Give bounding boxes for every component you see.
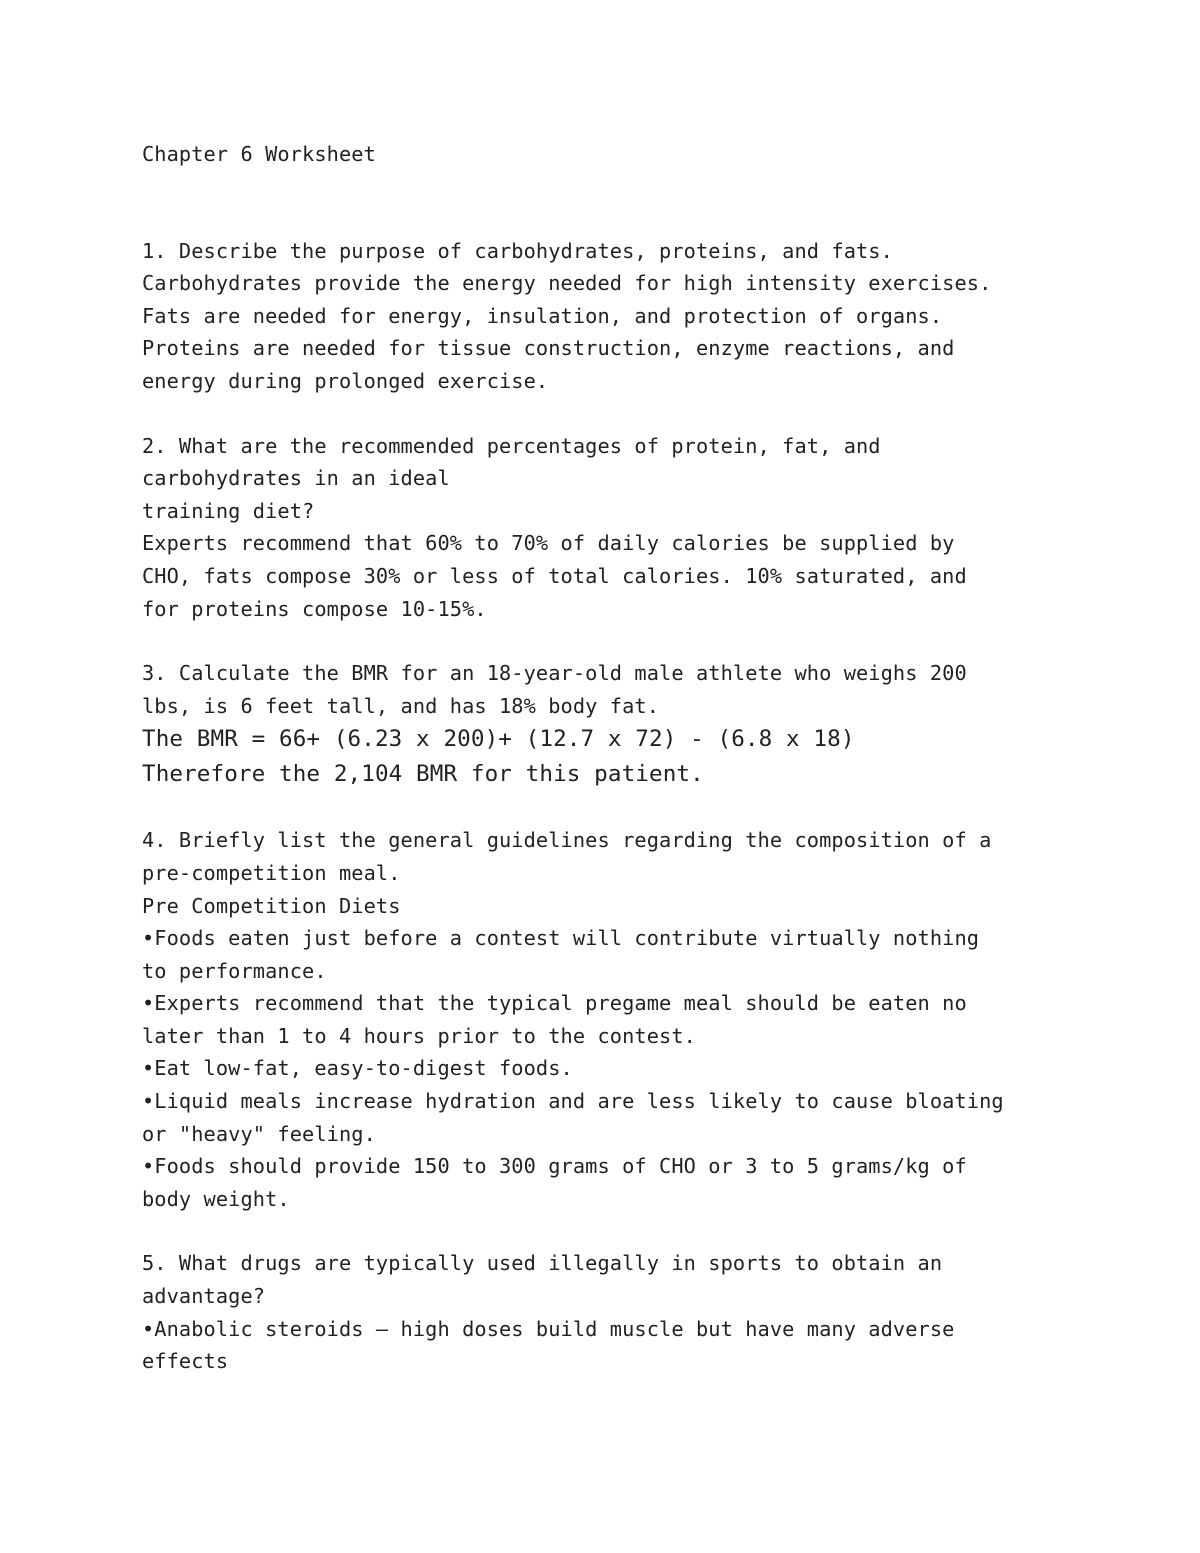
bullet-item-cont: effects [142, 1349, 229, 1374]
bullet-item-cont: later than 1 to 4 hours prior to the contest. [142, 1023, 696, 1048]
bullet-item: •Foods eaten just before a contest will contribute virtually nothing [142, 926, 980, 951]
question-4 [142, 824, 1142, 1215]
answer-heading: Pre Competition Diets [142, 893, 401, 918]
bullet-item: •Foods should provide 150 to 300 grams of CHO or 3 to 5 grams/kg of [142, 1154, 967, 1179]
question-3 [142, 657, 1142, 792]
answer-line: Fats are needed for energy, insulation, and protection of organs. [142, 303, 943, 328]
question-2-prompt: 2. What are the recommended percentages of protein, fat, and [142, 433, 881, 458]
bullet-item: •Eat low-fat, easy-to-digest foods. [142, 1056, 573, 1081]
bullet-item-cont: body weight. [142, 1186, 290, 1211]
question-5 [142, 1247, 1142, 1377]
question-1 [142, 235, 1142, 398]
bullet-item-cont: to performance. [142, 958, 327, 983]
bullet-item-cont: or "heavy" feeling. [142, 1121, 376, 1146]
answer-line: Proteins are needed for tissue construction, enzyme reactions, and [142, 336, 955, 361]
question-2-prompt-cont: training diet? [142, 498, 315, 523]
question-1-prompt: 1. Describe the purpose of carbohydrates, proteins, and fats. [142, 238, 893, 263]
question-5-prompt: 5. What drugs are typically used illegally in sports to obtain an [142, 1251, 943, 1276]
question-4-prompt-cont: pre-competition meal. [142, 860, 401, 885]
answer-line: CHO, fats compose 30% or less of total calories. 10% saturated, and [142, 563, 967, 588]
question-3-prompt-cont: lbs, is 6 feet tall, and has 18% body fat. [142, 693, 660, 718]
question-5-prompt-cont: advantage? [142, 1284, 266, 1309]
page-title: Chapter 6 Worksheet [142, 142, 376, 166]
bmr-result: Therefore the 2,104 BMR for this patient. [142, 761, 704, 788]
bullet-item: •Experts recommend that the typical pregame meal should be eaten no [142, 991, 967, 1016]
worksheet-page [142, 138, 1142, 1378]
question-2-prompt-cont: carbohydrates in an ideal [142, 466, 450, 491]
bullet-item: •Liquid meals increase hydration and are less likely to cause bloating [142, 1089, 1004, 1114]
answer-line: Carbohydrates provide the energy needed for high intensity exercises. [142, 271, 992, 296]
question-4-prompt: 4. Briefly list the general guidelines regarding the composition of a [142, 828, 992, 853]
answer-line: for proteins compose 10-15%. [142, 596, 487, 621]
answer-line: Experts recommend that 60% to 70% of daily calories be supplied by [142, 531, 955, 556]
bmr-formula: The BMR = 66+ (6.23 x 200)+ (12.7 x 72) - (6.8 x 18) [142, 726, 855, 753]
question-3-prompt: 3. Calculate the BMR for an 18-year-old male athlete who weighs 200 [142, 661, 967, 686]
question-2 [142, 430, 1142, 626]
bullet-item: •Anabolic steroids – high doses build muscle but have many adverse [142, 1316, 955, 1341]
answer-line: energy during prolonged exercise. [142, 368, 549, 393]
